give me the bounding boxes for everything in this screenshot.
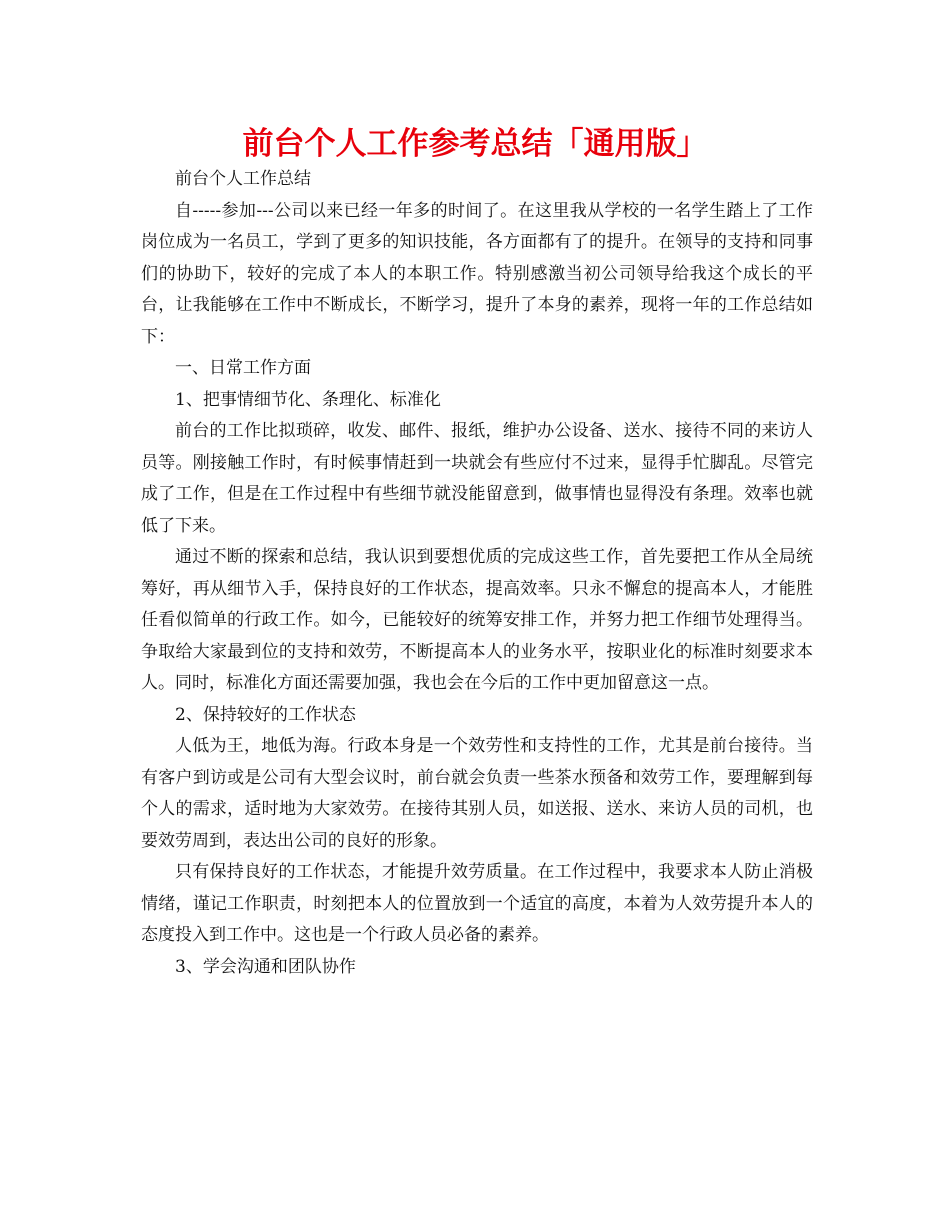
paragraph: 自-----参加---公司以来已经一年多的时间了。在这里我从学校的一名学生踏上了工作岗位成为一名员工，学到了更多的知识技能，各方面都有了的提升。在领导的支持和同事们的协助下，较好的完成了本人的本职工作。特别感激当初公司领导给我这个成长的平台，让我能够在工作中不断成长，不断学习，提升了本身的素养，现将一年的工作总结如下： <box>141 200 813 347</box>
paragraph: 只有保持良好的工作状态，才能提升效劳质量。在工作过程中，我要求本人防止消极情绪，谨记工作职责，时刻把本人的位置放到一个适宜的高度，本着为人效劳提升本人的态度投入到工作中。这也是一个行政人员必备的素养。 <box>141 862 813 945</box>
subsection-heading: 3、学会沟通和团队协作 <box>175 956 356 977</box>
paragraph: 人低为王，地低为海。行政本身是一个效劳性和支持性的工作，尤其是前台接待。当有客户到访或是公司有大型会议时，前台就会负责一些茶水预备和效劳工作，要理解到每个人的需求，适时地为大家效劳。在接待其别人员，如送报、送水、来访人员的司机，也要效劳周到，表达出公司的良好的形象。 <box>141 736 813 851</box>
paragraph: 通过不断的探索和总结，我认识到要想优质的完成这些工作，首先要把工作从全局统筹好，再从细节入手，保持良好的工作状态，提高效率。只永不懈怠的提高本人，才能胜任看似简单的行政工作。如今，已能较好的统筹安排工作，并努力把工作细节处理得当。争取给大家最到位的支持和效劳，不断提高本人的业务水平，按职业化的标准时刻要求本人。同时，标准化方面还需要加强，我也会在今后的工作中更加留意这一点。 <box>141 547 813 693</box>
subsection-heading: 1、把事情细节化、条理化、标准化 <box>175 389 441 410</box>
document-body <box>141 164 813 983</box>
section-heading: 一、日常工作方面 <box>175 358 311 378</box>
paragraph-subtitle: 前台个人工作总结 <box>175 169 311 189</box>
subsection-heading: 2、保持较好的工作状态 <box>175 704 356 725</box>
paragraph: 前台的工作比拟琐碎，收发、邮件、报纸，维护办公设备、送水、接待不同的来访人员等。刚接触工作时，有时候事情赶到一块就会有些应付不过来，显得手忙脚乱。尽管完成了工作，但是在工作过程中有些细节就没能留意到，做事情也显得没有条理。效率也就低了下来。 <box>141 421 813 536</box>
document-title: 前台个人工作参考总结「通用版」 <box>242 126 708 162</box>
